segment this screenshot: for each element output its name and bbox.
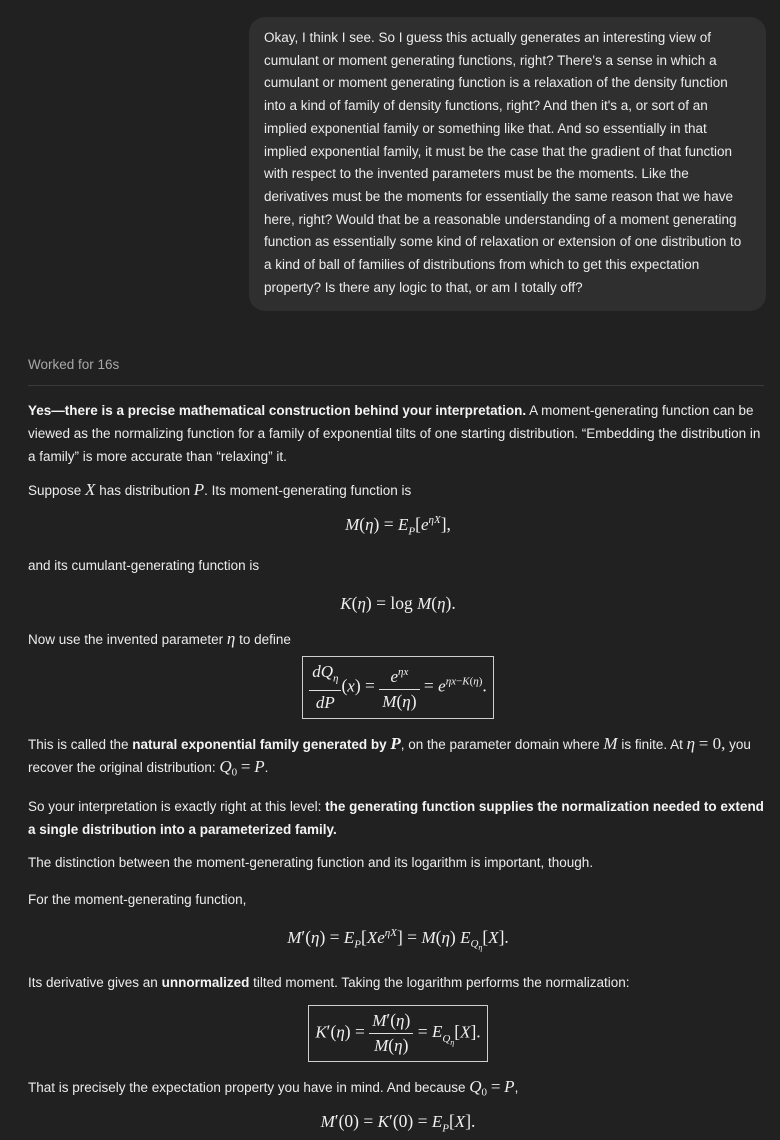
answer-paragraph-1: Yes—there is a precise mathematical construction behind your interpretation. A moment-generating function can be viewed as the normalizing function for a family of exponential tilts of one starting distribution. “Embedding the distribution in a family” is more accurate than “relaxing” it.: [28, 403, 761, 464]
user-message-text: Okay, I think I see. So I guess this actually generates an interesting view of cumulant or moment generating functions, right? There's a sense in which a cumulant or moment generating function is a relaxation of the density function into a kind of family of density functions, right? And then it's a, or sort of an implied exponential family or something like that. And so essentially in that implied exponential family, it must be the case that the gradient of that function with respect to the invented parameters must be the moments. Like the derivatives must be the moments for essentially the same reason that we have here, right? Would that be a reasonable understanding of a moment generating function as essentially some kind of relaxation or extension of one distribution to a kind of ball of families of distributions from which to get this expectation property? Is there any logic to that, or am I totally off?: [264, 30, 742, 295]
answer-paragraph-8: For the moment-generating function,: [28, 892, 247, 908]
equation-tilt-boxed: $\frac{dQ_\eta}{dP}$ (x) = $\frac{e^{\eta x}}{M(\eta)}$ = $e^{\eta x-K(\eta)}$.: [28, 656, 768, 719]
answer-paragraph-5: This is called the natural exponential family generated by P, on the parameter domain where M is finite. At η = 0, you recover the original distribution: $Q_0 = P$.: [28, 733, 751, 780]
divider: [28, 385, 764, 386]
user-message-bubble: [249, 17, 766, 311]
answer-paragraph-3: and its cumulant-generating function is: [28, 558, 260, 574]
assistant-answer: [28, 400, 768, 1140]
equation-cgf-derivative-boxed: K′(η) = $\frac{M'(\eta)}{M(\eta)}$ = $E_{Q_\eta}[X]$.: [28, 1005, 768, 1062]
answer-paragraph-7: The distinction between the moment-generating function and its logarithm is important, though.: [28, 855, 594, 871]
answer-paragraph-6: So your interpretation is exactly right at this level: the generating function supplies the normalization needed to extend a single distribution into a parameterized family.: [28, 798, 764, 837]
equation-mgf: $M(\eta) = E_P[e^{\eta X}]$,: [345, 514, 451, 538]
worked-for-label[interactable]: Worked for 16s: [28, 357, 120, 372]
equation-mgf-derivative: $M'(\eta) = E_P[Xe^{\eta X}] = M(\eta)$ $E_{Q_\eta}[X]$.: [287, 926, 509, 953]
answer-paragraph-10: That is precisely the expectation property you have in mind. And because $Q_0 = P$,: [28, 1076, 519, 1099]
equation-derivatives-at-zero: $M'(0) = K'(0) = E_P[X]$.: [320, 1111, 476, 1135]
answer-paragraph-9: Its derivative gives an unnormalized tilted moment. Taking the logarithm performs the normalization:: [28, 975, 630, 991]
answer-paragraph-4: Now use the invented parameter η to define: [28, 628, 291, 648]
answer-paragraph-2: Suppose X has distribution P. Its moment-generating function is: [28, 480, 412, 500]
equation-cgf: K(η) = log M(η).: [340, 593, 456, 613]
